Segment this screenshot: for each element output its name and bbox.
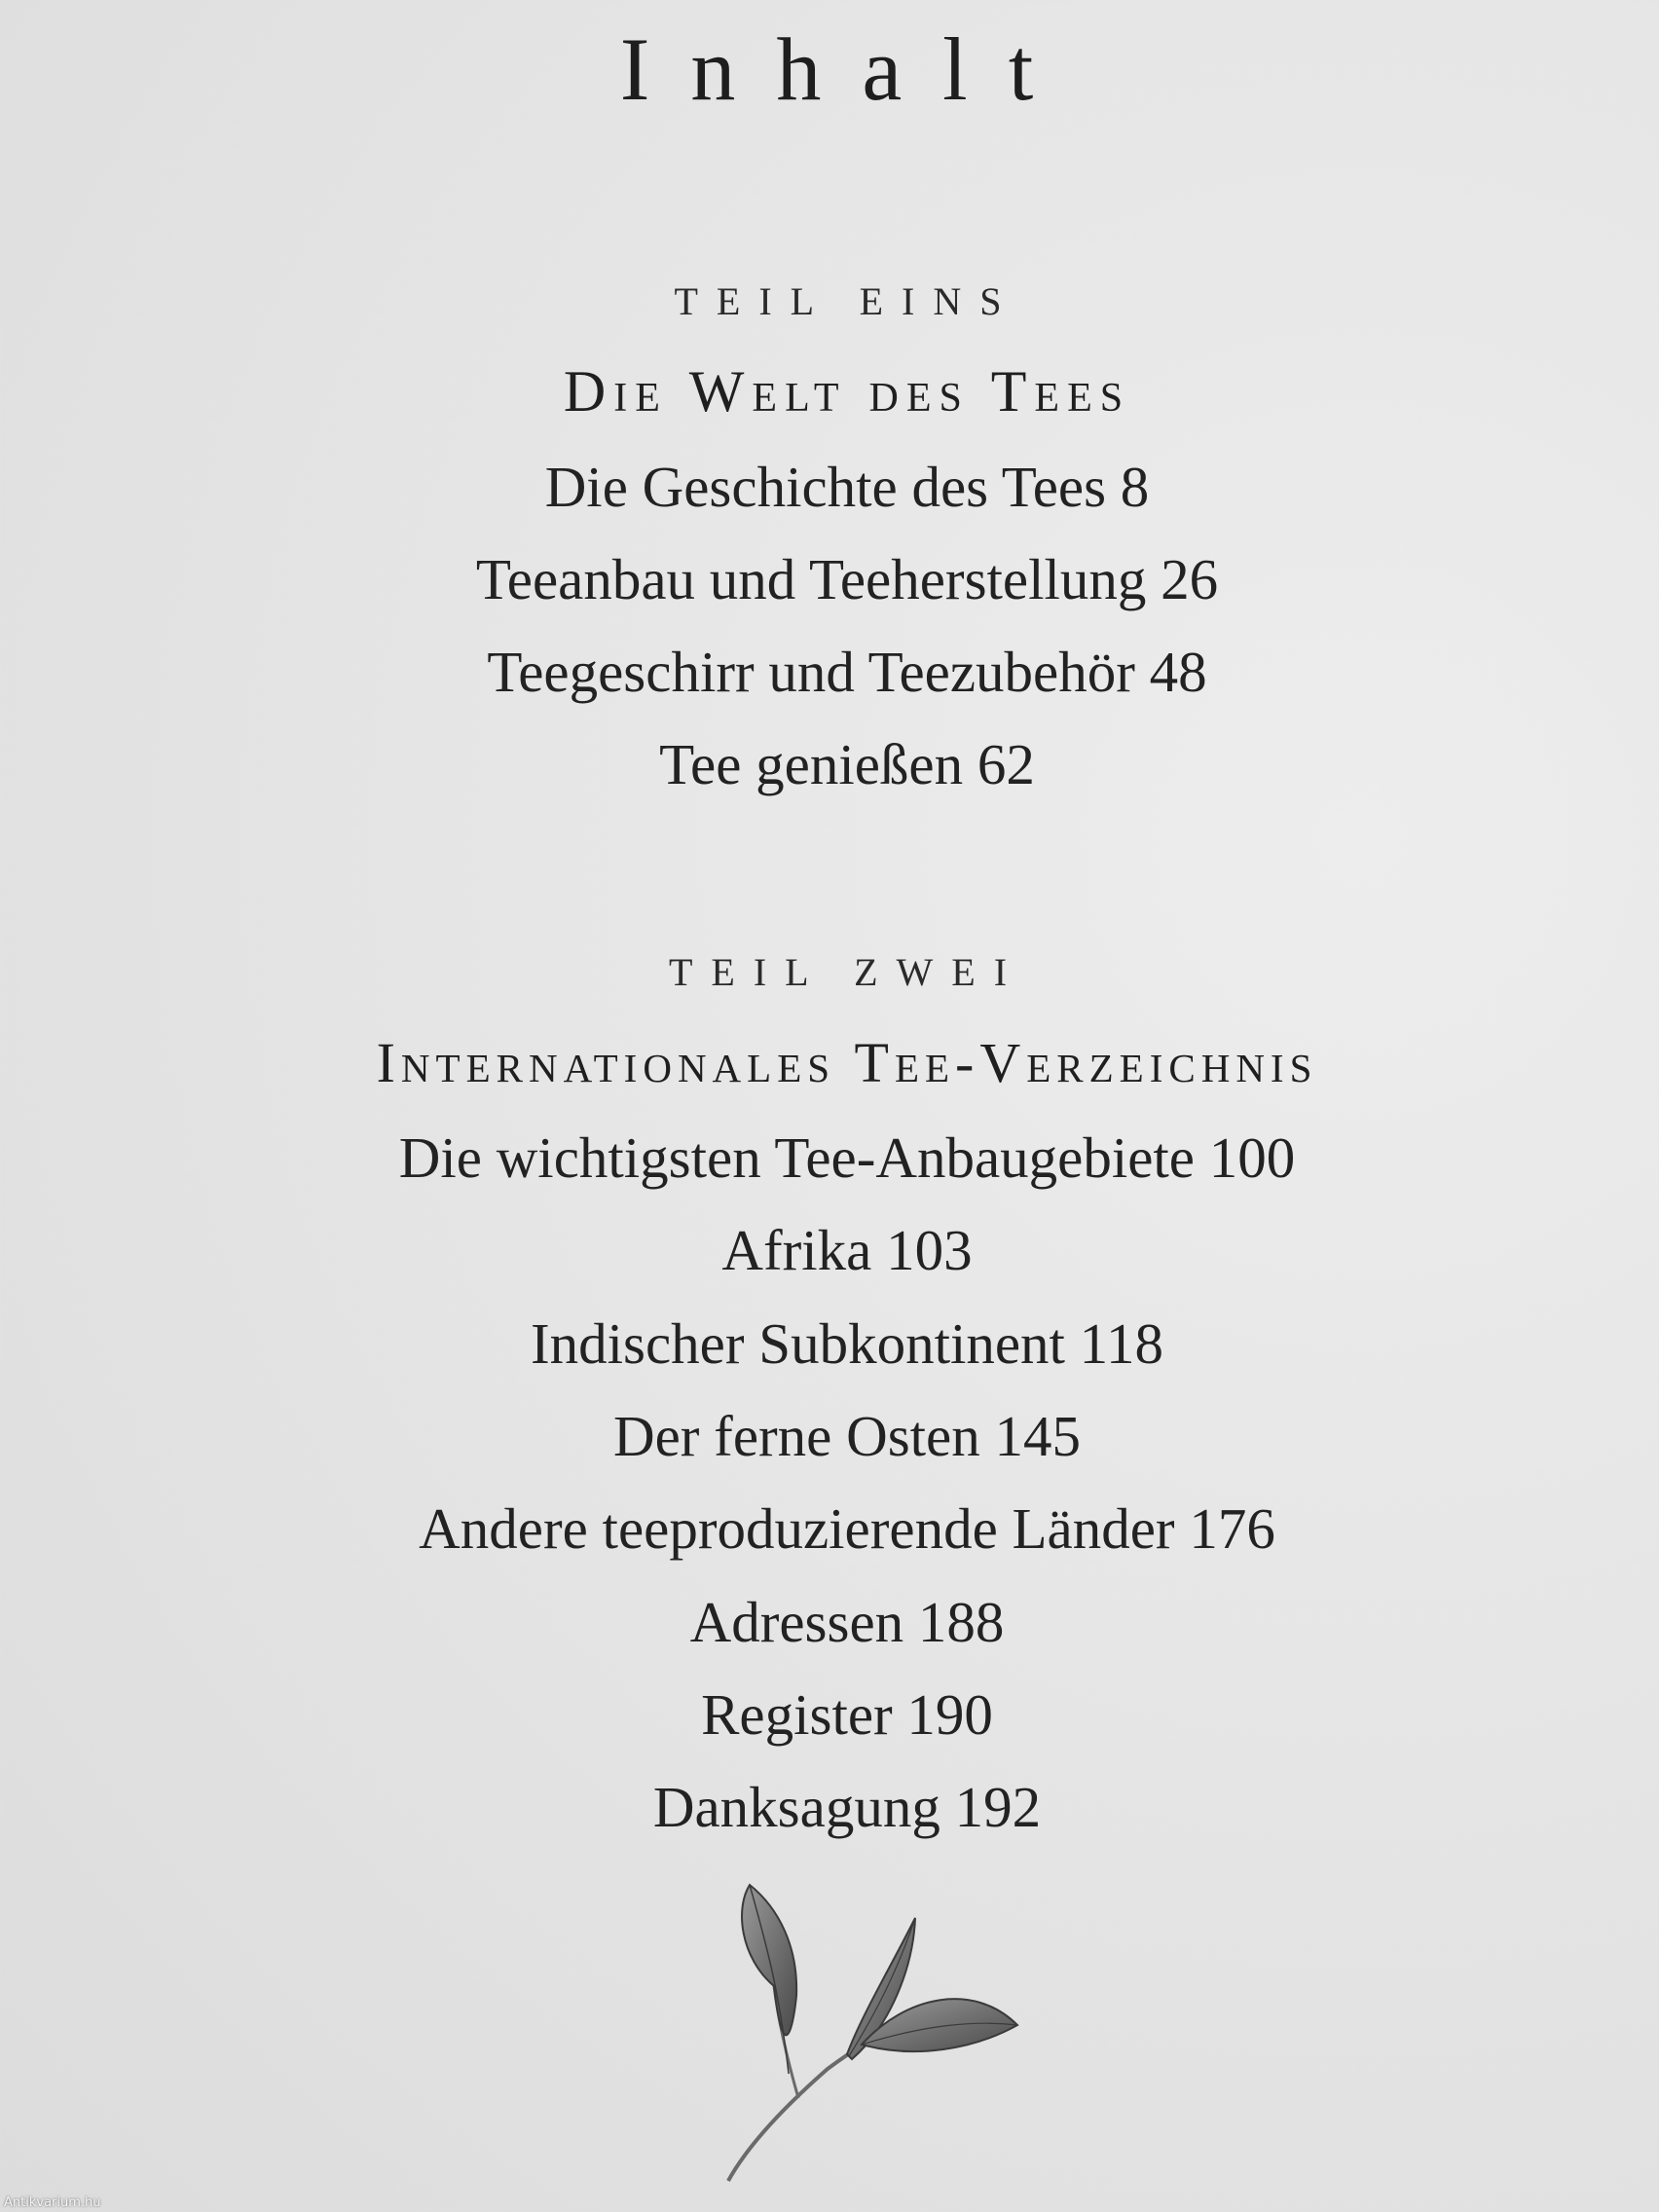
part-two-title: Internationales Tee-Verzeichnis	[376, 1031, 1318, 1094]
part-two-label: TEIL ZWEI	[668, 950, 1026, 994]
toc-entry[interactable]: Die Geschichte des Tees 8	[544, 455, 1150, 519]
toc-entry[interactable]: Teegeschirr und Teezubehör 48	[487, 640, 1207, 704]
toc-entry[interactable]: Andere teeproduzierende Länder 176	[419, 1496, 1275, 1561]
tea-leaf-sprig-icon	[682, 1879, 1032, 2191]
watermark: Antikvarium.hu	[4, 2195, 101, 2210]
toc-entry[interactable]: Afrika 103	[721, 1218, 973, 1282]
toc-entry[interactable]: Register 190	[701, 1682, 993, 1747]
toc-entry[interactable]: Indischer Subkontinent 118	[530, 1311, 1163, 1376]
toc-entry[interactable]: Teeanbau und Teeherstellung 26	[475, 547, 1219, 611]
toc-entry[interactable]: Der ferne Osten 145	[612, 1404, 1081, 1468]
toc-entry[interactable]: Die wichtigsten Tee-Anbaugebiete 100	[398, 1125, 1296, 1190]
toc-entry[interactable]: Danksagung 192	[652, 1775, 1042, 1839]
toc-entry[interactable]: Tee genießen 62	[659, 732, 1035, 796]
part-one-label: TEIL EINS	[674, 279, 1020, 323]
page-title: Inhalt	[619, 19, 1075, 119]
part-one-title: Die Welt des Tees	[563, 359, 1131, 424]
toc-entry[interactable]: Adressen 188	[689, 1590, 1005, 1654]
